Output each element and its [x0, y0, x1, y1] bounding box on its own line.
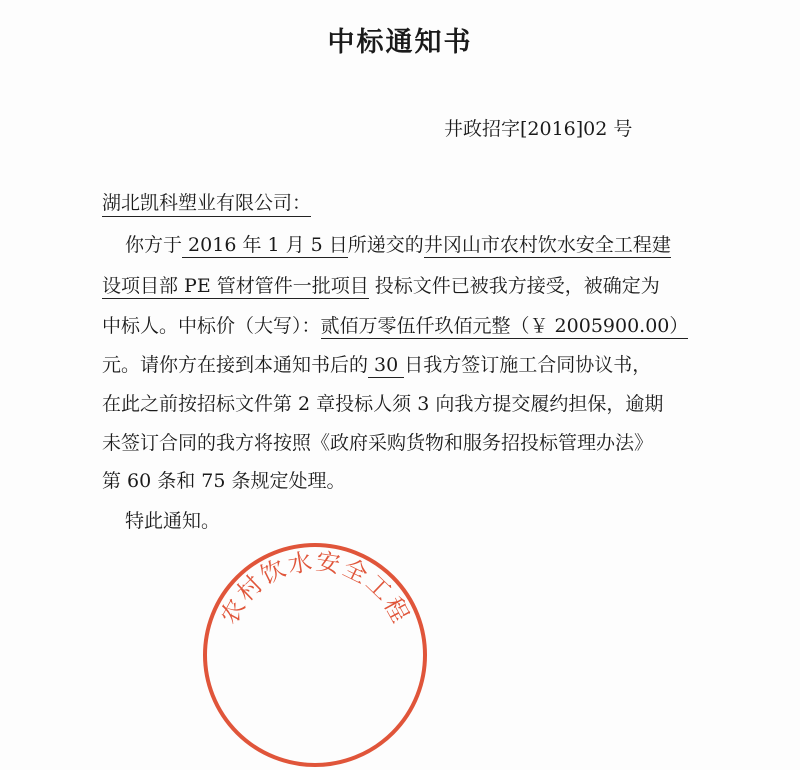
body-text: 投标文件已被我方接受，被确定为: [368, 275, 660, 297]
body-line-6: 未签订合同的我方将按照《政府采购货物和服务招投标管理办法》: [102, 432, 654, 454]
body-text: 中标人。中标价（大写）：: [102, 315, 321, 337]
closing-text: 特此通知。: [125, 510, 221, 532]
body-line-5: 在此之前按招标文件第 2 章投标人须 3 向我方提交履约担保，逾期: [102, 393, 664, 415]
body-text: 所递交的: [347, 234, 424, 256]
body-line-7: 第 60 条和 75 条规定处理。: [102, 470, 346, 492]
body-text: 你方于: [125, 234, 183, 256]
project-name: 井冈山市农村饮水安全工程建: [423, 234, 671, 256]
document-title: 中标通知书: [327, 27, 473, 58]
body-line-1: [125, 230, 671, 257]
body-text: 日我方签订施工合同协议书，: [404, 354, 652, 376]
official-seal-icon: [200, 540, 430, 770]
svg-text:农村饮水安全工程: [215, 547, 415, 628]
body-line-3: [102, 311, 688, 338]
bid-price: 贰佰万零伍仟玖佰元整（￥ 2005900.00）: [320, 315, 689, 337]
document-number: 井政招字[2016]02 号: [444, 118, 633, 140]
project-name-continued: 设项目部 PE 管材管件一批项目: [102, 275, 369, 297]
days-count: 30: [368, 354, 405, 376]
seal-text: 农村饮水安全工程: [214, 547, 416, 629]
body-line-4: [102, 350, 651, 377]
addressee: 湖北凯科塑业有限公司：: [102, 188, 311, 217]
body-text: 元。请你方在接到本通知书后的: [102, 354, 369, 376]
body-line-2: [102, 271, 660, 298]
submission-date: 2016 年 1 月 5 日: [182, 234, 348, 256]
